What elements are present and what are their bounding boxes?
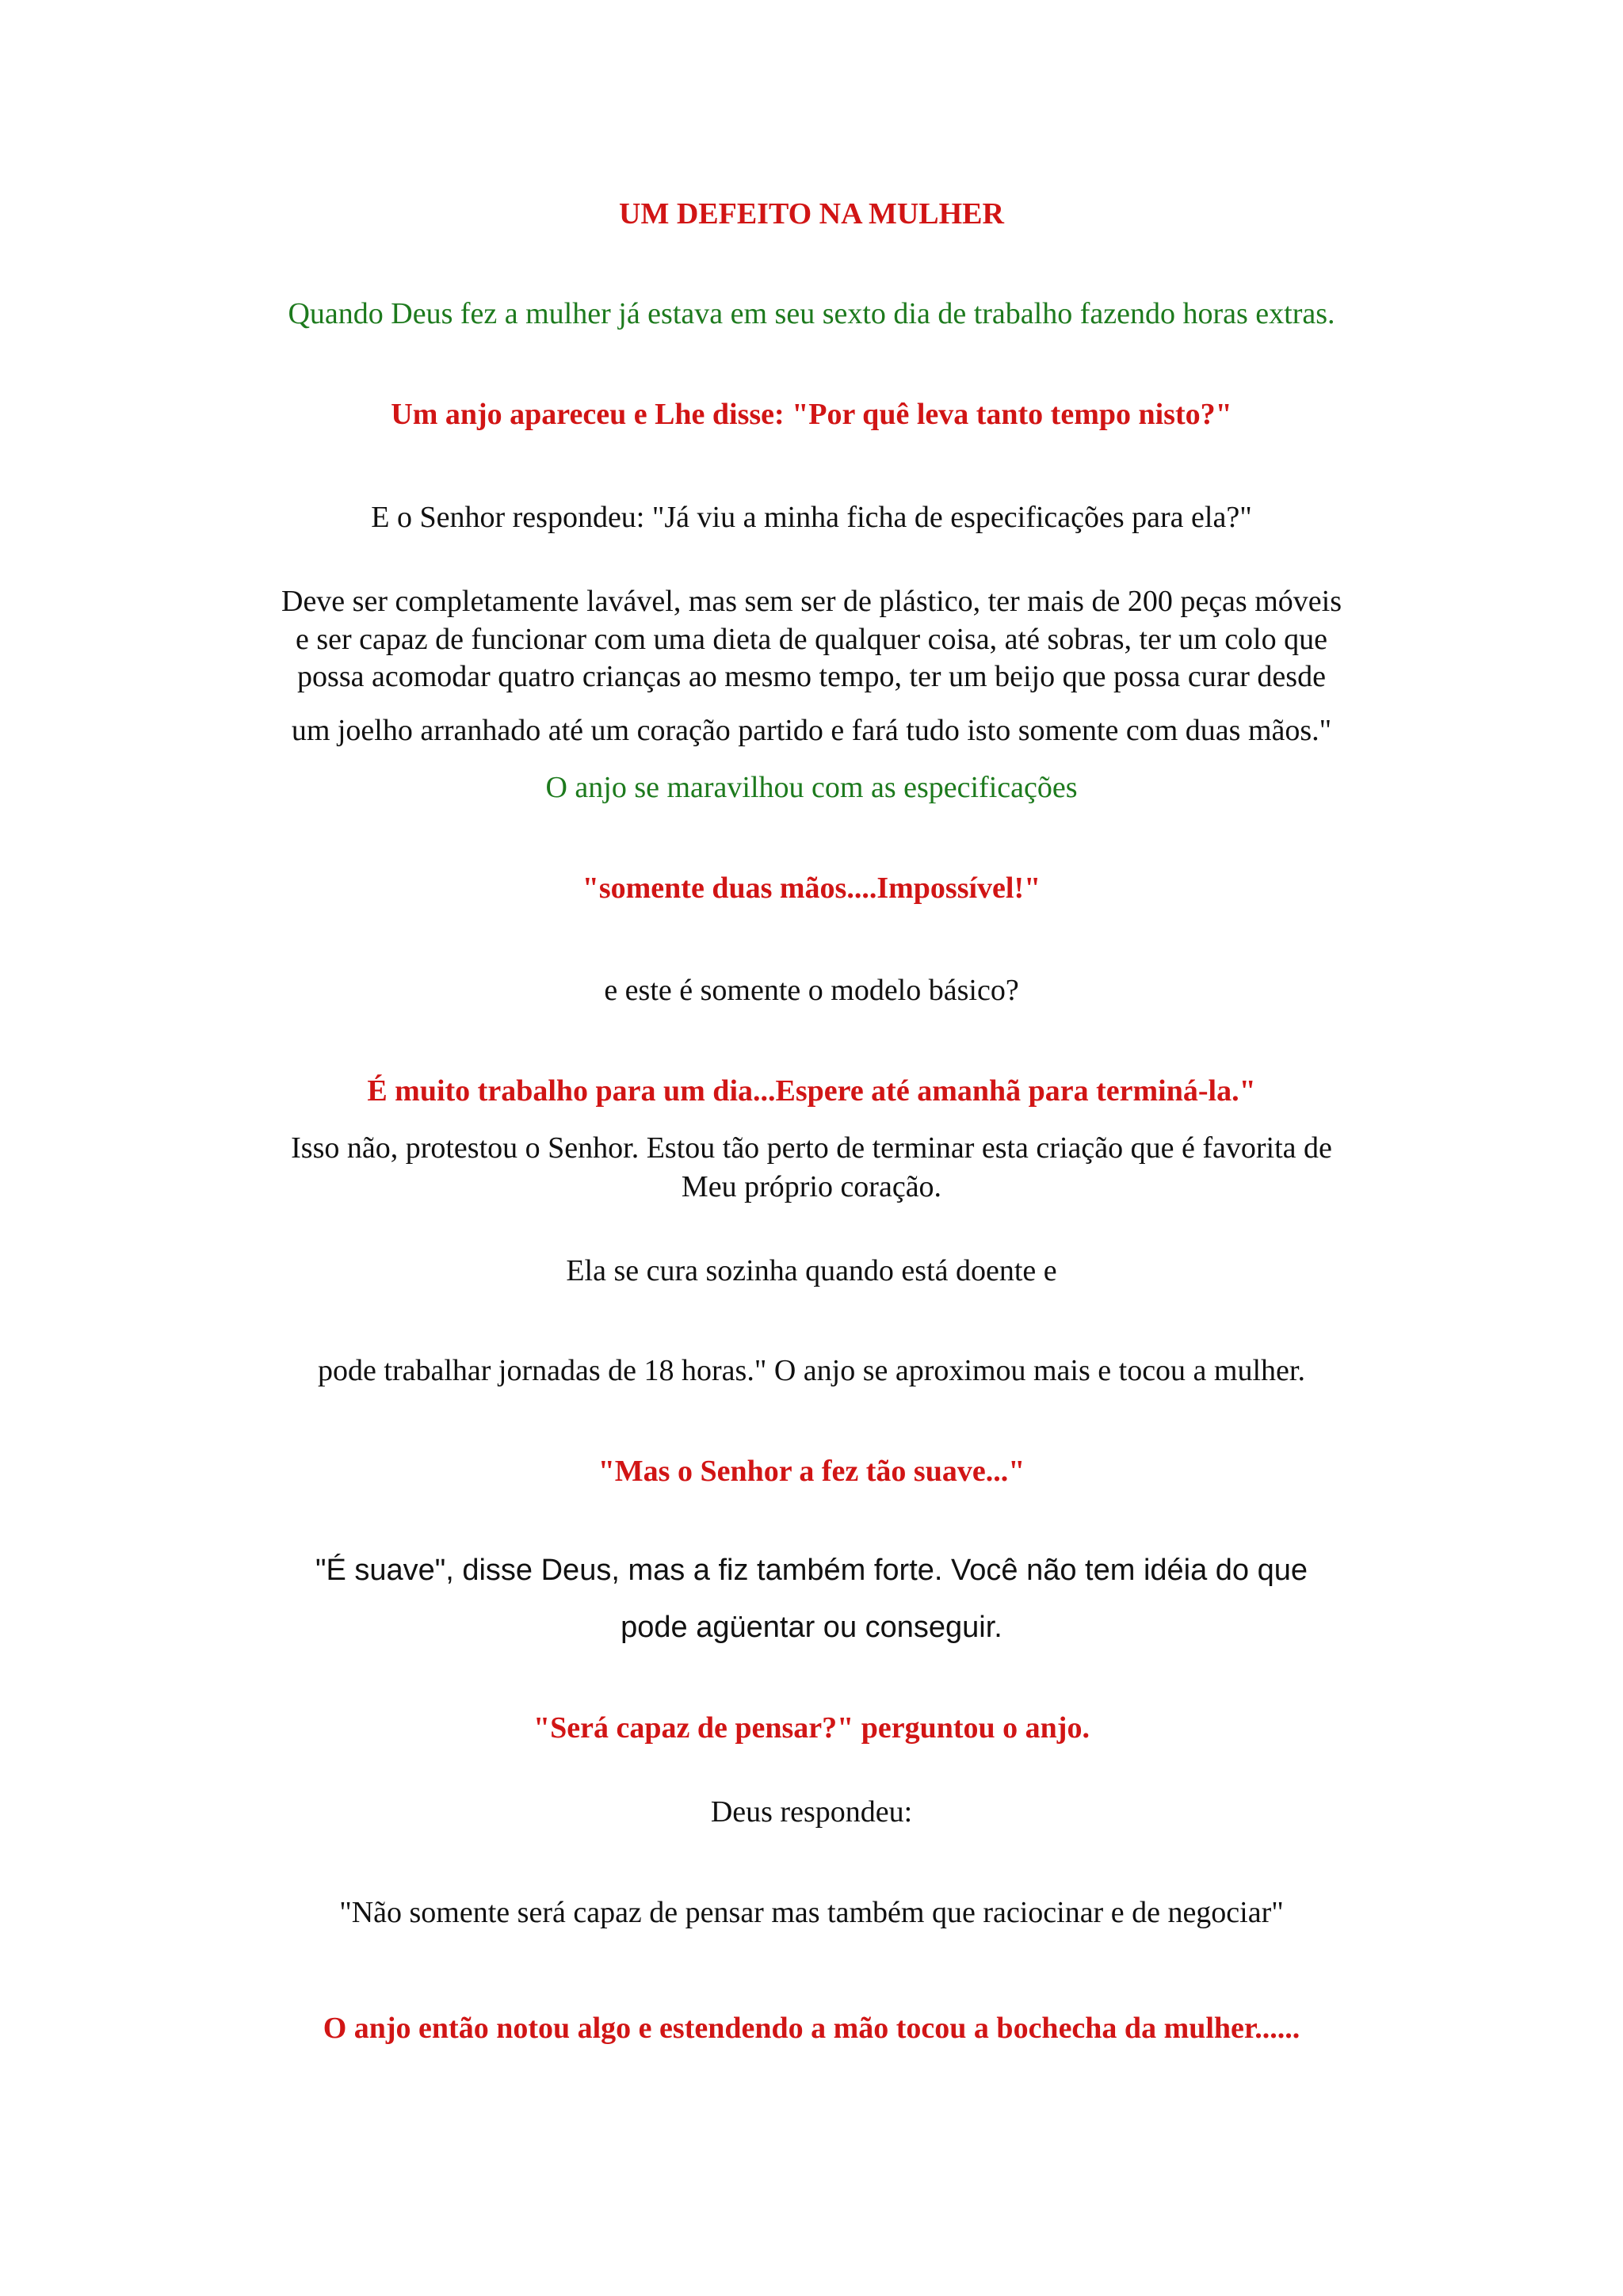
paragraph-line: O anjo então notou algo e estendendo a mão tocou a bochecha da mulher...... [323, 2012, 1300, 2045]
paragraph-line: pode trabalhar jornadas de 18 horas." O anjo se aproximou mais e tocou a mulher. [318, 1354, 1305, 1387]
paragraph-line: Um anjo apareceu e Lhe disse: "Por quê leva tanto tempo nisto?" [391, 398, 1232, 431]
paragraph-line: E o Senhor respondeu: "Já viu a minha ficha de especificações para ela?" [371, 501, 1252, 534]
paragraph-line: e ser capaz de funcionar com uma dieta de qualquer coisa, até sobras, ter um colo que [295, 623, 1327, 656]
paragraph-line: "É suave", disse Deus, mas a fiz também forte. Você não tem idéia do que [315, 1554, 1308, 1587]
paragraph-line: "somente duas mãos....Impossível!" [582, 871, 1041, 905]
paragraph-line: e este é somente o modelo básico? [604, 974, 1019, 1007]
paragraph-line: Deve ser completamente lavável, mas sem ser de plástico, ter mais de 200 peças móveis [281, 585, 1342, 618]
paragraph-line: É muito trabalho para um dia...Espere até amanhã para terminá-la." [367, 1074, 1256, 1108]
paragraph-line: "Não somente será capaz de pensar mas também que raciocinar e de negociar" [339, 1896, 1284, 1929]
page-title: UM DEFEITO NA MULHER [619, 197, 1004, 231]
paragraph-line: Deus respondeu: [710, 1795, 913, 1829]
paragraph-line: "Mas o Senhor a fez tão suave..." [598, 1455, 1025, 1488]
paragraph-line: Isso não, protestou o Senhor. Estou tão perto de terminar esta criação que é favorita de [291, 1131, 1332, 1165]
paragraph-line: Quando Deus fez a mulher já estava em seu sexto dia de trabalho fazendo horas extras. [288, 297, 1335, 330]
paragraph-line: "Será capaz de pensar?" perguntou o anjo. [533, 1711, 1090, 1745]
paragraph-line: O anjo se maravilhou com as especificações [545, 771, 1078, 804]
paragraph-line: um joelho arranhado até um coração partido e fará tudo isto somente com duas mãos." [291, 714, 1332, 747]
paragraph-line: pode agüentar ou conseguir. [621, 1611, 1002, 1644]
paragraph-line: Meu próprio coração. [681, 1170, 942, 1203]
paragraph-line: Ela se cura sozinha quando está doente e [566, 1254, 1057, 1287]
paragraph-line: possa acomodar quatro crianças ao mesmo tempo, ter um beijo que possa curar desde [297, 660, 1326, 693]
